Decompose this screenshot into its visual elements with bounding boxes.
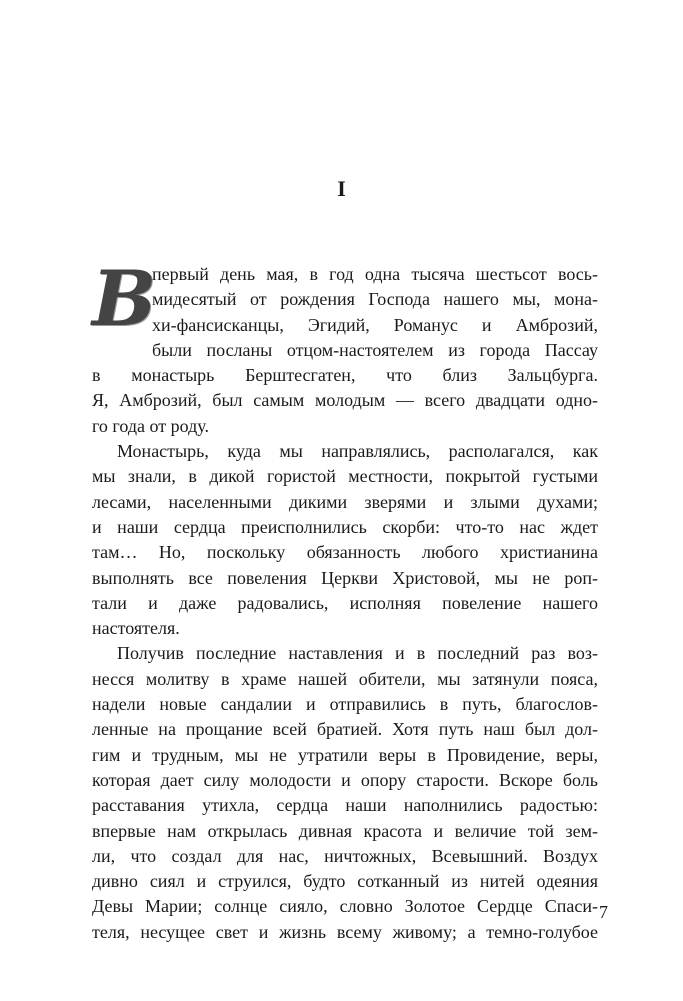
- text-line: тали и даже радовались, исполняя повеление нашего: [92, 592, 598, 613]
- text-line: теля, несущее свет и жизнь всему живому; а темно-голубое: [92, 921, 598, 942]
- text-line: Монастырь, куда мы направлялись, располагался, как: [117, 441, 598, 462]
- text-line: хи-фансисканцы, Эгидий, Романус и Амброзий,: [152, 314, 598, 335]
- text-line: выполнять все повеления Церкви Христовой, мы не роп-: [92, 567, 598, 588]
- text-line: ли, что создал для нас, ничтожных, Всевышний. Воздух: [92, 845, 598, 866]
- paragraph-3: [92, 641, 598, 945]
- text-line: расставания утихла, сердца наши наполнились радостью:: [92, 795, 598, 816]
- text-line: Я, Амброзий, был самым молодым — всего двадцати одно-: [92, 390, 598, 411]
- text-line: настоятеля.: [92, 618, 180, 639]
- text-line: были посланы отцом-настоятелем из города Пассау: [152, 339, 598, 360]
- text-line: Получив последние наставления и в последний раз воз-: [117, 643, 598, 664]
- text-line: там… Но, поскольку обязанность любого христианина: [92, 542, 598, 563]
- text-line: дивно сиял и струился, будто сотканный из нитей одеяния: [92, 871, 598, 892]
- text-line: го года от роду.: [92, 415, 209, 436]
- text-line: Девы Марии; солнце сияло, словно Золотое Сердце Спаси-: [92, 896, 598, 917]
- paragraph-1: [92, 254, 598, 439]
- text-line: гим и трудным, мы не утратили веры в Провидение, веры,: [92, 744, 598, 765]
- chapter-number: I: [337, 176, 346, 201]
- body-text: [92, 254, 598, 945]
- text-line: в монастырь Берштесгатен, что близ Зальцбурга.: [92, 365, 598, 386]
- text-line: несся молитву в храме нашей обители, мы затянули пояса,: [92, 668, 598, 689]
- text-line: мы знали, в дикой гористой местности, покрытой густыми: [92, 466, 598, 487]
- text-line: лесами, населенными дикими зверями и злыми духами;: [92, 491, 598, 512]
- text-line: впервые нам открылась дивная красота и величие той зем-: [92, 820, 598, 841]
- text-line: первый день мая, в год одна тысяча шестьсот вось-: [152, 264, 598, 284]
- paragraph-2: [92, 439, 598, 641]
- text-line: мидесятый от рождения Господа нашего мы, мона-: [152, 289, 598, 310]
- page-number: 7: [599, 902, 608, 922]
- text-line: ленные на прощание всей братией. Хотя путь наш был дол-: [92, 719, 598, 740]
- text-line: и наши сердца преисполнились скорби: что-то нас ждет: [92, 516, 598, 537]
- drop-cap-letter: В: [92, 254, 157, 343]
- text-line: которая дает силу молодости и опору старости. Вскоре боль: [92, 769, 598, 790]
- text-line: надели новые сандалии и отправились в путь, благослов-: [92, 694, 598, 715]
